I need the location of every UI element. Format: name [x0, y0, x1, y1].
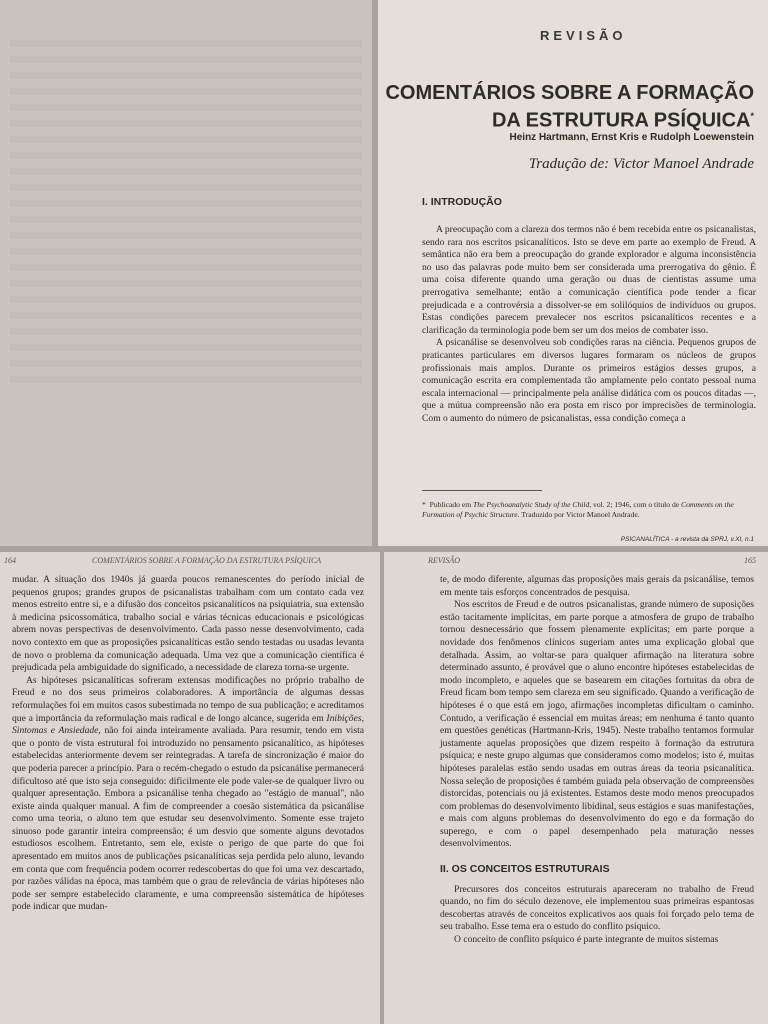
running-footer: PSICANALÍTICA - a revista da SPRJ, v.XI, n.1	[620, 536, 754, 543]
title-footnote-mark: *	[750, 111, 754, 121]
running-head: REVISÃO	[428, 556, 460, 565]
page-165-body	[440, 574, 754, 947]
section-heading-introduction: I. INTRODUÇÃO	[422, 196, 502, 208]
page-165	[384, 552, 768, 1024]
paragraph: mudar. A situação dos 1940s já guarda poucos remanescentes do período inicial de pequenos grupos; grandes grupos de psicanalistas trabalham com um contato cada vez menos estreito entre si, e a difusão dos conceitos psicanalíticos na psiquiatria, sua extensão à medicina psicossomática, trabalho social e várias técnicas educacionais e psicológicas abrem novas perspectivas de desenvolvimento. Cada passo nesse desenvolvimento, cada novo contexto em que as proposições psicanalíticas estão sendo testadas ou usadas levanta de novo o problema da comunicação adequada. Uma vez que a comunicação científica é prejudicada pela ambiguidade do significado, a necessidade de clareza torna-se urgente.	[12, 574, 364, 674]
footnote-rule	[422, 490, 542, 491]
paragraph: A psicanálise se desenvolveu sob condições raras na ciência. Pequenos grupos de praticantes particulares em diversos lugares formaram os núcleos de grupos profissionais mais amplos. Durante os primeiros estágios desses grupos, a comunicação escrita era complementada tão amplamente pelo contato pessoal numa escala internacional — principalmente pela análise didática com os poucos ditadas —, que a mútua compreensão não era posta em risco por imprecisões de terminologia. Com o aumento do número de psicanalistas, essa condição começa a	[422, 337, 756, 424]
paragraph: Nos escritos de Freud e de outros psicanalistas, grande número de suposições estão tacitamente implícitas, em parte porque a atmosfera de grupo de trabalho tornou desnecessário que fossem plenamente explícitas; em parte porque a novidade dos fenômenos clínicos sugeriam antes uma explicação global que detalhada. Assim, ao voltar-se para qualquer afirmação na literatura sobre determinado assunto, é provável que o aluno encontre hipóteses estabelecidas de modo incompleto, e aqueles que se basearem em citações fortuitas da obra de Freud ficam bom tempo sem clareza em seu significado. Quando a verificação de hipóteses é o que está em jogo, afirmações incompletas dificultam o caminho. Contudo, a verificação é essencial em muitas áreas; em nenhuma é tanto quanto em questões genéticas (Hartmann-Kris, 1945). Neste trabalho tentamos formular justamente aquelas proposições que dizem respeito à formação da estrutura psíquica; e neste grupo algumas que consideramos como modelos; isto é, muitas hipóteses paralelas estão sendo usadas em outras áreas da teoria psicanalítica. Nossa seleção de proposições é também guiada pela observação de compreensões distorcidas, potenciais ou já existentes. Estamos deste modo menos preocupados com problemas do desenvolvimento libidinal, seus estágios e suas manifestações, e mais com alguns problemas do desenvolvimento do ego e da formação do superego, e com o papel desempenhado pela maturação nesses desenvolvimentos.	[440, 599, 754, 850]
paragraph: O conceito de conflito psíquico é parte integrante de muitos sistemas	[454, 934, 719, 946]
footnote: * Publicado em The Psychoanalytic Study of the Child, vol. 2; 1946, com o título de Comments on the Formation of Psychic Structure. Traduzido por Victor Manoel Andrade.	[422, 500, 734, 519]
paragraph: As hipóteses psicanalíticas sofreram extensas modificações no próprio trabalho de Freud e no dos seus primeiros colaboradores. A importância de algumas dessas reformulações foi em muitos casos subestimada no tempo de sua publicação; e acreditamos que a importância da reformulação mais radical e de longo alcance, sugerida em Inibições, Sintomas e Ansiedade, não foi ainda inteiramente avaliada. Para resumir, tendo em vista que o ponto de vista estrutural foi introduzido no pensamento psicanalítico, as hipóteses estabelecidas anteriormente devem ser reintegradas. A tarefa de sincronização é maior do que poderia parecer a princípio. Para o recém-chegado o estudo da psicanálise permanecerá dificultoso até que isto seja conseguido: dificilmente ele pode valer-se de qualquer livro ou qualquer apresentação. Embora a psicanálise tenha chegado ao "estágio de manual", não existe ainda qualquer manual. A fim de compreender a coesão sistemática da psicanálise como uma teoria, o aluno tem que estudar seu desenvolvimento. Somente esse trajeto sinuoso pode garantir inteira compreensão; é um desvio que somente alguns devotados estudiosos escolhem. Entretanto, sem ele, existe o perigo de que parte do que foi apresentado em muitos anos de publicações psicanalíticas seja perdida pelo aluno, levando em conta que com frequência podem ocorrer redescobertas do que foi uma vez descartado, por razões válidas na época, mas também que o grau de relevância de várias hipóteses não pode ser sempre estabelecido claramente, e uma compreensão sistemática de hipóteses pode indicar que mudan-	[12, 674, 364, 913]
section-heading-structural-concepts: II. OS CONCEITOS ESTRUTURAIS	[440, 863, 610, 876]
paragraph: te, de modo diferente, algumas das proposições mais gerais da psicanálise, temos em mente tais esforços concentrados de pesquisa.	[440, 574, 754, 598]
page-164-body	[12, 574, 364, 914]
article-authors: Heinz Hartmann, Ernst Kris e Rudolph Loewenstein	[509, 132, 754, 143]
article-first-page	[378, 0, 768, 546]
running-head: COMENTÁRIOS SOBRE A FORMAÇÃO DA ESTRUTURA PSÍQUICA	[92, 556, 322, 565]
introduction-body	[422, 224, 756, 426]
page-number: 164	[4, 556, 16, 565]
article-title: COMENTÁRIOS SOBRE A FORMAÇÃO DA ESTRUTURA PSÍQUICA*	[385, 82, 754, 132]
paragraph: Precursores dos conceitos estruturais apareceram no trabalho de Freud quando, no fim do século dezenove, ele implementou suas primeiras espantosas descobertas através de conceitos explicativos aos quais foi forçado pelo tema de seu trabalho. Esse tema era o estudo do conflito psíquico.	[440, 883, 754, 933]
article-translator: Tradução de: Victor Manoel Andrade	[528, 156, 754, 172]
section-kicker: REVISÃO	[540, 28, 627, 43]
page-number: 165	[744, 556, 756, 565]
previous-page-faded	[0, 0, 372, 546]
paragraph: A preocupação com a clareza dos termos não é bem recebida entre os psicanalistas, sendo rara nos escritos psicanalíticos. Isto se deve em parte ao exemplo de Freud. A semântica não era bem a preocupação do grande explorador e alguma inconsistência no uso das palavras pode muito bem ser considerada uma prerrogativa do gênio. É uma coisa diferente quando uma geração ou duas de cientistas assume uma prerrogativa semelhante; então a comunicação científica pode tender a ficar prejudicada e a controvérsia a dissolver-se em solilóquios de indivíduos ou grupos. Estas condições parecem prevalecer nos escritos psicanalíticos recentes e a clarificação da terminologia pode bem ser um dos meios de combater isso.	[422, 224, 756, 336]
page-164	[0, 552, 380, 1024]
